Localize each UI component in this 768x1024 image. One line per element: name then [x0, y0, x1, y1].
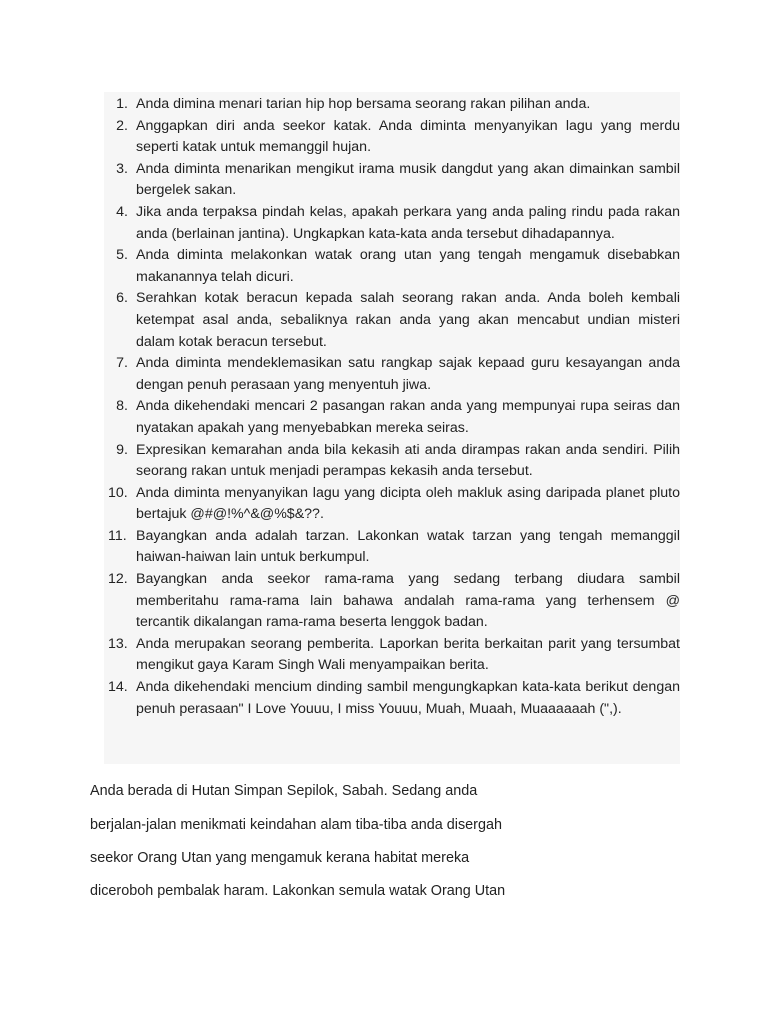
- list-item: [104, 202, 680, 245]
- list-item-text: Anda diminta melakonkan watak orang utan yang tengah mengamuk disebabkan makanannya telah dicuri.: [136, 247, 680, 285]
- list-item-number: 12.: [108, 571, 128, 588]
- list-item-number: 14.: [108, 679, 128, 696]
- list-item-number: 10.: [108, 484, 128, 501]
- list-item: [104, 483, 680, 526]
- paragraph-line: diceroboh pembalak haram. Lakonkan semula watak Orang Utan: [90, 883, 506, 899]
- list-item: [104, 440, 680, 483]
- list-item: [104, 353, 680, 396]
- list-item-number: 11.: [108, 527, 127, 544]
- numbered-list: [104, 94, 680, 720]
- list-item: [104, 396, 680, 439]
- list-item: [104, 634, 680, 677]
- list-item-number: 9.: [116, 441, 128, 458]
- list-item-number: 3.: [116, 160, 128, 177]
- paragraph-line: berjalan-jalan menikmati keindahan alam tiba-tiba anda disergah: [90, 817, 502, 833]
- list-item-text: Serahkan kotak beracun kepada salah seorang rakan anda. Anda boleh kembali ketempat asal anda, sebaliknya rakan anda yang akan mencabut undian misteri dalam kotak beracun tersebut.: [136, 290, 680, 350]
- list-item-number: 7.: [116, 355, 128, 372]
- list-item-text: Anda diminta menyanyikan lagu yang dicipta oleh makluk asing daripada planet pluto bertajuk @#@!%^&@%$&??.: [136, 484, 680, 523]
- list-item-number: 2.: [116, 117, 128, 134]
- list-item-number: 6.: [116, 290, 128, 307]
- list-item-text: Anda dikehendaki mencium dinding sambil mengungkapkan kata-kata berikut dengan penuh perasaan" I Love Youuu, I miss Youuu, Muah, Muaah, Muaaaaaah (",).: [136, 679, 680, 717]
- list-item-number: 4.: [116, 203, 128, 220]
- list-item: [104, 94, 680, 116]
- list-item-number: 1.: [116, 96, 128, 112]
- list-item-text: Anda diminta menarikan mengikut irama musik dangdut yang akan dimainkan sambil bergelek sakan.: [136, 160, 680, 199]
- list-item-text: Anda merupakan seorang pemberita. Laporkan berita berkaitan parit yang tersumbat mengikut gaya Karam Singh Wali menyampaikan berita.: [136, 635, 680, 674]
- list-item: [104, 159, 680, 202]
- list-item: [104, 245, 680, 288]
- paragraph-line: Anda berada di Hutan Simpan Sepilok, Sabah. Sedang anda: [90, 783, 478, 799]
- paragraph-line: seekor Orang Utan yang mengamuk kerana habitat mereka: [90, 850, 470, 866]
- list-item-number: 8.: [116, 398, 128, 415]
- list-item: [104, 288, 680, 353]
- list-item-text: Anda diminta mendeklemasikan satu rangkap sajak kepaad guru kesayangan anda dengan penuh perasaan yang menyentuh jiwa.: [136, 355, 680, 393]
- list-item-number: 5.: [116, 247, 128, 264]
- list-item-text: Anda dimina menari tarian hip hop bersama seorang rakan pilihan anda.: [136, 96, 591, 112]
- list-item-text: Jika anda terpaksa pindah kelas, apakah perkara yang anda paling rindu pada rakan anda (berlainan jantina). Ungkapkan kata-kata anda tersebut dihadapannya.: [136, 203, 680, 242]
- list-item: [104, 677, 680, 720]
- list-item-text: Anggapkan diri anda seekor katak. Anda diminta menyanyikan lagu yang merdu seperti katak untuk memanggil hujan.: [136, 117, 680, 156]
- list-item: [104, 526, 680, 569]
- list-item-text: Bayangkan anda seekor rama-rama yang sedang terbang diudara sambil memberitahu rama-rama lain bahawa andalah rama-rama yang terhensem @ tercantik dikalangan rama-rama beserta lenggok badan.: [136, 571, 680, 631]
- list-item-number: 13.: [108, 635, 128, 652]
- list-item-text: Expresikan kemarahan anda bila kekasih ati anda dirampas rakan anda sendiri. Pilih seorang rakan untuk menjadi perampas kekasih anda tersebut.: [136, 441, 680, 480]
- list-item-text: Anda dikehendaki mencari 2 pasangan rakan anda yang mempunyai rupa seiras dan nyatakan apakah yang menyebabkan mereka seiras.: [136, 398, 680, 436]
- list-item: [104, 569, 680, 634]
- list-item-text: Bayangkan anda adalah tarzan. Lakonkan watak tarzan yang tengah memanggil haiwan-haiwan lain untuk berkumpul.: [136, 527, 680, 566]
- list-item: [104, 116, 680, 159]
